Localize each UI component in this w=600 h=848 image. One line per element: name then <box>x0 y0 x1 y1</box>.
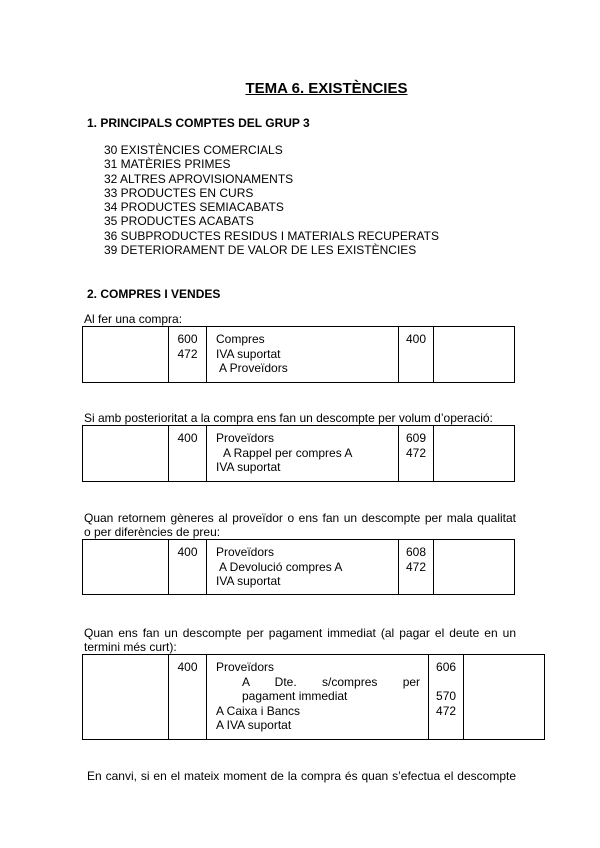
credit-codes <box>429 655 464 740</box>
debit-codes <box>169 540 207 595</box>
account-group-item: 34 PRODUCTES SEMIACABATS <box>104 200 284 215</box>
debit-codes <box>169 426 207 482</box>
account-group-item: 39 DETERIORAMENT DE VALOR DE LES EXISTÈNCIES <box>104 243 417 258</box>
debit-codes <box>169 655 207 740</box>
entry-line: A Rappel per compres A <box>223 445 353 460</box>
entry-line: Proveïdors <box>216 431 275 445</box>
entry-line: IVA suportat <box>216 460 281 474</box>
account-group-item: 30 EXISTÈNCIES COMERCIALS <box>104 143 283 157</box>
credit-code: 570 <box>436 689 457 703</box>
entry-line: A Devolució compres A <box>219 559 343 574</box>
date-cell <box>83 426 169 482</box>
debit-code: 400 <box>177 660 198 674</box>
section-2-heading: 2. COMPRES I VENDES <box>87 287 221 301</box>
debit-code: 472 <box>177 346 198 361</box>
debit-codes <box>169 327 207 383</box>
credit-code: 609 <box>405 431 427 445</box>
credit-code: 400 <box>405 332 427 346</box>
credit-code: 472 <box>405 559 427 574</box>
entry-description <box>207 426 399 482</box>
entry-line: A Proveïdors <box>219 361 288 375</box>
journal-entry-rappel <box>82 425 515 482</box>
debit-code: 400 <box>177 545 198 559</box>
credit-code: 472 <box>436 703 457 718</box>
entry-line: IVA suportat <box>216 574 281 588</box>
account-group-item: 32 ALTRES APROVISIONAMENTS <box>104 171 294 186</box>
journal-entry-devolucio <box>82 539 515 595</box>
amount-cell <box>434 426 515 482</box>
credit-codes <box>399 327 434 383</box>
account-group-item: 33 PRODUCTES EN CURS <box>104 185 254 200</box>
final-paragraph: En canvi, si en el mateix moment de la compra és quan s’efectua el descompte <box>87 769 516 783</box>
section-1-heading: 1. PRINCIPALS COMPTES DEL GRUP 3 <box>87 116 310 130</box>
entry-line: IVA suportat <box>216 346 281 361</box>
date-cell <box>83 327 169 383</box>
date-cell <box>83 655 169 740</box>
rappel-intro: Si amb posterioritat a la compra ens fan un descompte per volum d’operació: <box>84 411 493 425</box>
debit-code: 600 <box>177 332 198 346</box>
account-group-list <box>104 143 439 257</box>
entry-description <box>207 540 399 595</box>
journal-entry-compra <box>82 326 515 383</box>
account-group-item: 36 SUBPRODUCTES RESIDUS I MATERIALS RECUPERATS <box>104 228 439 243</box>
account-group-item: 31 MATÈRIES PRIMES <box>104 157 231 172</box>
amount-cell <box>464 655 545 740</box>
amount-cell <box>434 540 515 595</box>
entry-description <box>207 327 399 383</box>
entry-line: A Dte. s/compres per <box>242 674 421 689</box>
entry-line: A Caixa i Bancs <box>216 703 301 718</box>
credit-codes <box>399 540 434 595</box>
pagament-intro-line-2: termini més curt): <box>84 640 177 654</box>
page-title: TEMA 6. EXISTÈNCIES <box>245 80 408 97</box>
entry-line: A IVA suportat <box>216 718 292 732</box>
pagament-intro-line-1: Quan ens fan un descompte per pagament immediat (al pagar el deute en un <box>84 626 516 640</box>
credit-code: 608 <box>405 545 427 559</box>
devolucio-intro-line-2: o per diferències de preu: <box>84 525 221 539</box>
entry-description <box>207 655 429 740</box>
account-group-item: 35 PRODUCTES ACABATS <box>104 214 254 229</box>
entry-line: Compres <box>216 332 265 346</box>
journal-entry-pagament <box>82 654 545 740</box>
entry-line: Proveïdors <box>216 545 275 559</box>
devolucio-intro-line-1: Quan retornem gèneres al proveïdor o ens fan un descompte per mala qualitat <box>84 511 516 525</box>
entry-line: Proveïdors <box>216 660 275 674</box>
credit-code: 472 <box>405 445 427 460</box>
amount-cell <box>434 327 515 383</box>
compra-intro: Al fer una compra: <box>84 312 183 326</box>
entry-line: pagament immediat <box>242 689 348 703</box>
credit-code: 606 <box>436 660 457 674</box>
credit-codes <box>399 426 434 482</box>
debit-code: 400 <box>177 431 198 445</box>
date-cell <box>83 540 169 595</box>
